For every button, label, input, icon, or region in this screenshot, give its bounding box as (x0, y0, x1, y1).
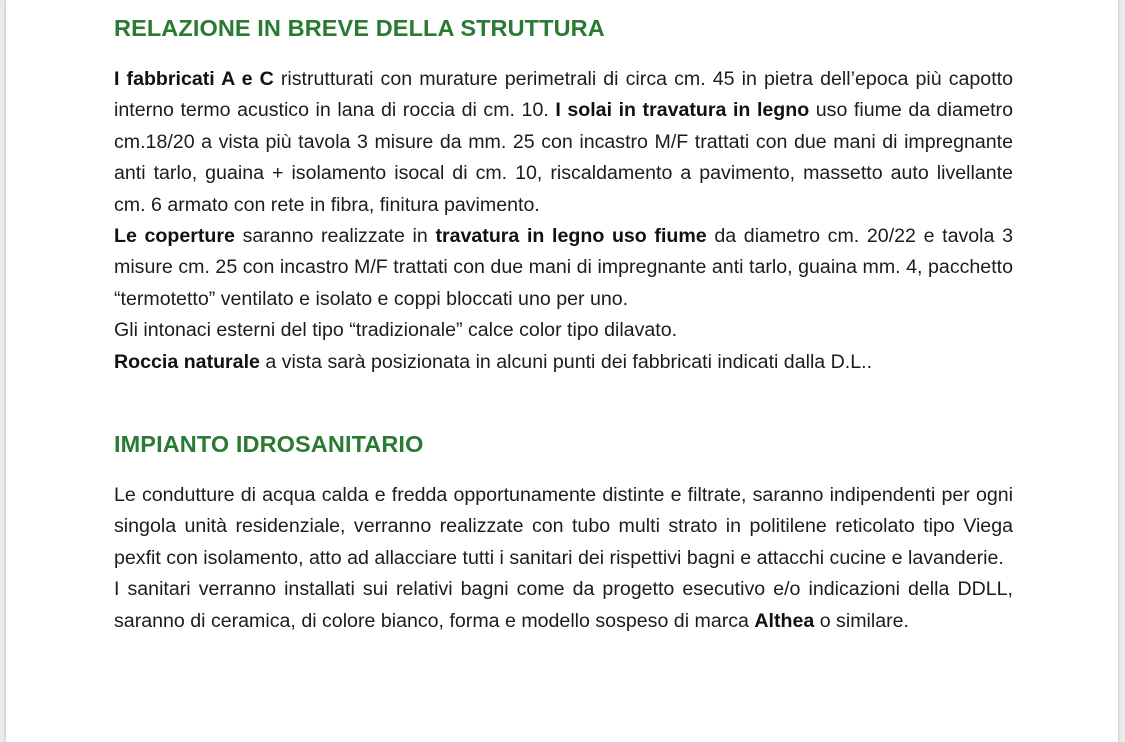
document-page (6, 0, 1118, 742)
bold-text-run: Le coperture (114, 225, 235, 248)
section-body-idrosanitario (114, 480, 1013, 637)
text-run: Le condutture di acqua calda e fredda opportunamente distinte e filtrate, saranno indipendenti per ogni singola unità residenziale, verranno realizzate con tubo multi strato in politilene reticolato tipo Viega pexfit con isolamento, atto ad allacciare tutti i sanitari dei rispettivi bagni e attacchi cucine e lavanderie. (114, 484, 1013, 569)
paragraph-intonaci (114, 315, 1013, 346)
bold-text-run: I fabbricati A e C (114, 68, 274, 90)
text-run: o similare. (814, 609, 909, 632)
text-run: uso fiume da diametro cm.18/20 a vista più tavola 3 misure da mm. 25 con incastro M/F trattati con due mani di impregnante anti tarlo, guaina + isolamento isocal di cm. 10, riscaldamento a pavimento, massetto auto livellante cm. 6 armato con rete in fibra, finitura pavimento. (114, 99, 1013, 216)
bold-text-run: I solai in travatura in legno (555, 99, 810, 122)
section-title-idrosanitario: IMPIANTO IDROSANITARIO (114, 431, 424, 457)
paragraph-coperture (114, 221, 1013, 315)
text-run: ristrutturati con murature perimetrali di circa cm. 45 in pietra dell’epoca più capotto interno termo acustico in lana di roccia di cm. 10. (114, 68, 1013, 122)
paragraph-sanitari (114, 574, 1013, 637)
section-title-struttura: RELAZIONE IN BREVE DELLA STRUTTURA (114, 15, 605, 41)
text-run: saranno realizzate in (234, 225, 436, 248)
bold-text-run: travatura in legno uso fiume (435, 225, 707, 248)
bold-text-run: Roccia naturale (114, 350, 260, 373)
bold-text-run: Althea (754, 609, 815, 632)
text-run: a vista sarà posizionata in alcuni punti dei fabbricati indicati dalla D.L.. (259, 350, 873, 373)
text-run: Gli intonaci esterni del tipo “tradizionale” calce color tipo dilavato. (114, 319, 678, 342)
text-run: I sanitari verranno installati sui relativi bagni come da progetto esecutivo e/o indicazioni della DDLL, saranno di ceramica, di colore bianco, forma e modello sospeso di marca (114, 578, 1013, 632)
paragraph-roccia (114, 347, 1013, 378)
text-run: da diametro cm. 20/22 e tavola 3 misure cm. 25 con incastro M/F trattati con due mani di impregnante anti tarlo, guaina mm. 4, pacchetto “termotetto” ventilato e isolato e coppi bloccati uno per uno. (114, 225, 1013, 310)
paragraph-condutture (114, 480, 1013, 574)
section-body-struttura (114, 64, 1013, 378)
paragraph-fabbricati (114, 64, 1013, 221)
